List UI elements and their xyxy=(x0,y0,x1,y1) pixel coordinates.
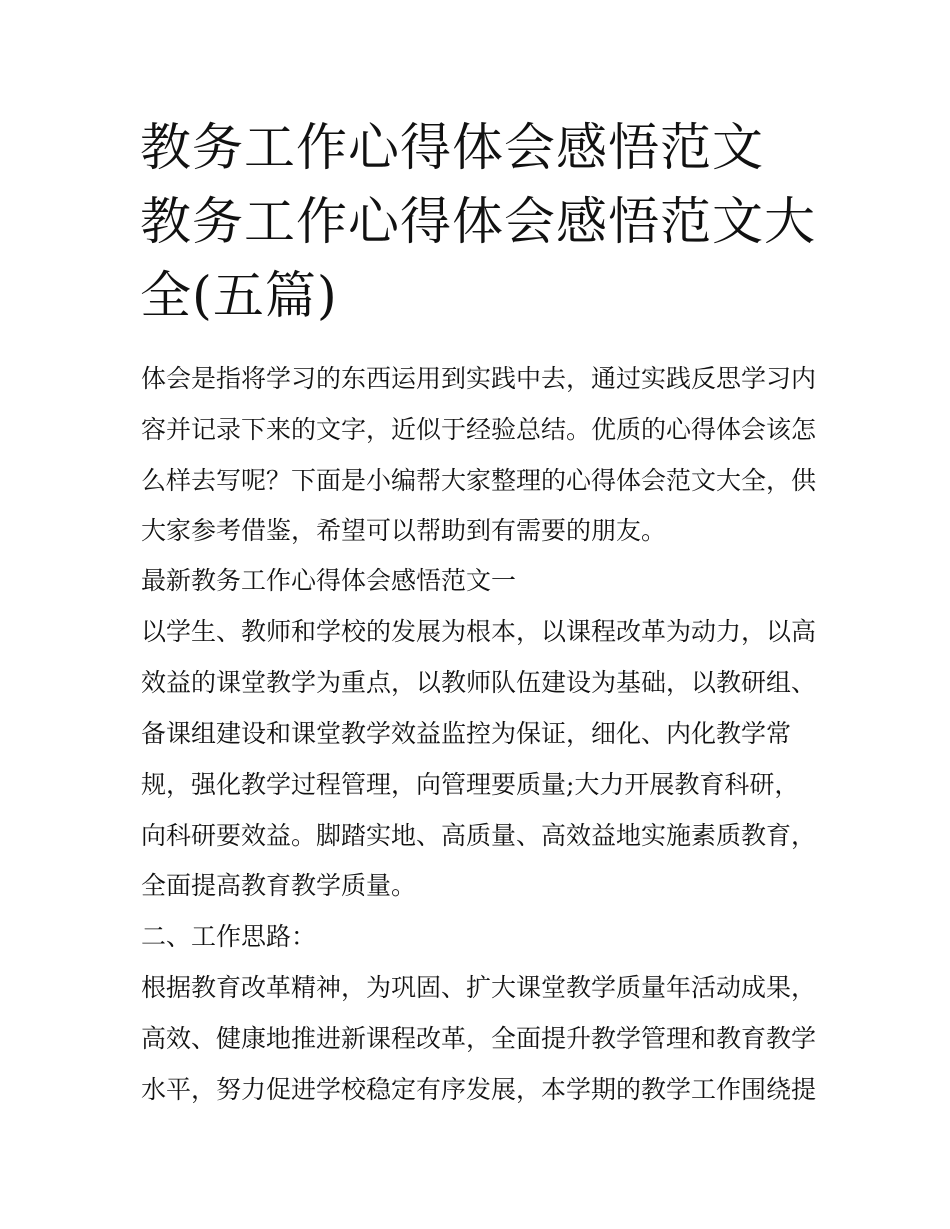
body-line: 规，强化教学过程管理，向管理要质量;大力开展教育科研， xyxy=(141,770,800,799)
body-line: 备课组建设和课堂教学效益监控为保证，细化、内化教学常 xyxy=(141,719,792,748)
intro-line: 体会是指将学习的东西运用到实践中去，通过实践反思学习内 xyxy=(141,364,817,393)
body-line: 根据教育改革精神，为巩固、扩大课堂教学质量年活动成果， xyxy=(141,973,817,1002)
body-line: 向科研要效益。脚踏实地、高质量、高效益地实施素质教育， xyxy=(141,821,817,850)
intro-line: 大家参考借鉴，希望可以帮助到有需要的朋友。 xyxy=(141,516,667,545)
document-title: 教务工作心得体会感悟范文 教务工作心得体会感悟范文大全(五篇) xyxy=(140,119,817,326)
body-line: 水平，努力促进学校稳定有序发展，本学期的教学工作围绕提 xyxy=(141,1075,817,1104)
body-line: 高效、健康地推进新课程改革，全面提升教学管理和教育教学 xyxy=(141,1024,817,1053)
body-line: 全面提高教育教学质量。 xyxy=(141,871,417,900)
intro-line: 容并记录下来的文字，近似于经验总结。优质的心得体会该怎 xyxy=(141,415,817,444)
intro-line: 么样去写呢？下面是小编帮大家整理的心得体会范文大全，供 xyxy=(141,466,817,495)
section-heading: 最新教务工作心得体会感悟范文一 xyxy=(141,566,517,595)
body-line: 以学生、教师和学校的发展为根本，以课程改革为动力，以高 xyxy=(141,617,817,646)
body-line: 效益的课堂教学为重点，以教师队伍建设为基础，以教研组、 xyxy=(141,668,817,697)
section-heading: 二、工作思路： xyxy=(141,922,317,951)
